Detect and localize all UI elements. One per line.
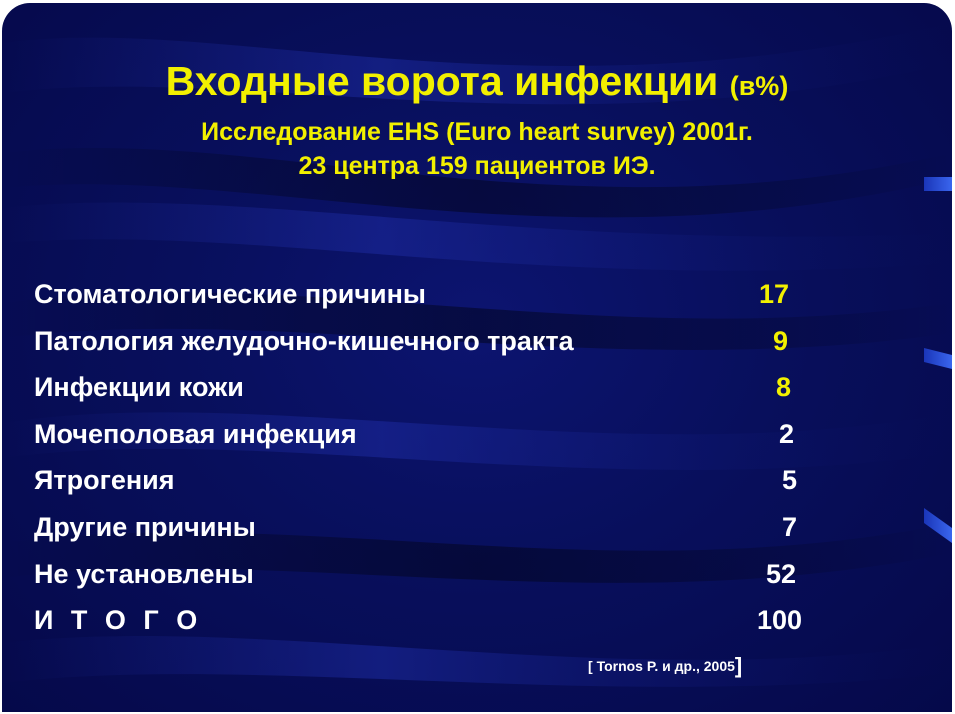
row-label: И Т О Г О: [34, 605, 203, 636]
source-citation: [588, 653, 742, 679]
presentation-slide: [2, 3, 952, 712]
row-label: Мочеполовая инфекция: [34, 418, 357, 449]
subtitle-line-1: Исследование EHS (Euro heart survey) 2001г.: [201, 118, 753, 146]
source-open-bracket: [: [588, 658, 593, 674]
row-value: 2: [778, 418, 794, 449]
table-row: [34, 504, 834, 551]
table-row: [34, 457, 834, 504]
row-value: 7: [781, 511, 797, 542]
row-value: 52: [765, 558, 796, 589]
row-label: Патология желудочно-кишечного тракта: [34, 325, 574, 356]
slide-title-text: Входные ворота инфекции: [165, 58, 719, 104]
source-close-bracket: ]: [734, 653, 743, 678]
table-row-total: [34, 597, 834, 644]
table-row: [34, 364, 834, 411]
slide-title: [2, 57, 952, 110]
subtitle-line-2: 23 центра 159 пациентов ИЭ.: [298, 152, 656, 180]
source-text: Tornos P. и др., 2005: [596, 658, 735, 674]
row-value: 8: [775, 372, 791, 403]
row-label: Ятрогения: [34, 465, 175, 496]
row-label: Не установлены: [34, 558, 254, 589]
table-row: [34, 271, 834, 318]
table-row: [34, 318, 834, 365]
row-value: 9: [772, 325, 788, 356]
row-value: 100: [756, 605, 802, 636]
row-label: Стоматологические причины: [34, 279, 426, 309]
slide-subtitle: [2, 115, 952, 183]
row-label: Инфекции кожи: [34, 372, 244, 403]
row-value: 17: [758, 279, 789, 309]
table-row: [34, 411, 834, 458]
table-row: [34, 551, 834, 598]
infection-gateway-table: [34, 271, 834, 644]
row-label: Другие причины: [34, 511, 256, 542]
row-value: 5: [781, 465, 797, 496]
slide-title-unit: (в%): [729, 71, 789, 101]
